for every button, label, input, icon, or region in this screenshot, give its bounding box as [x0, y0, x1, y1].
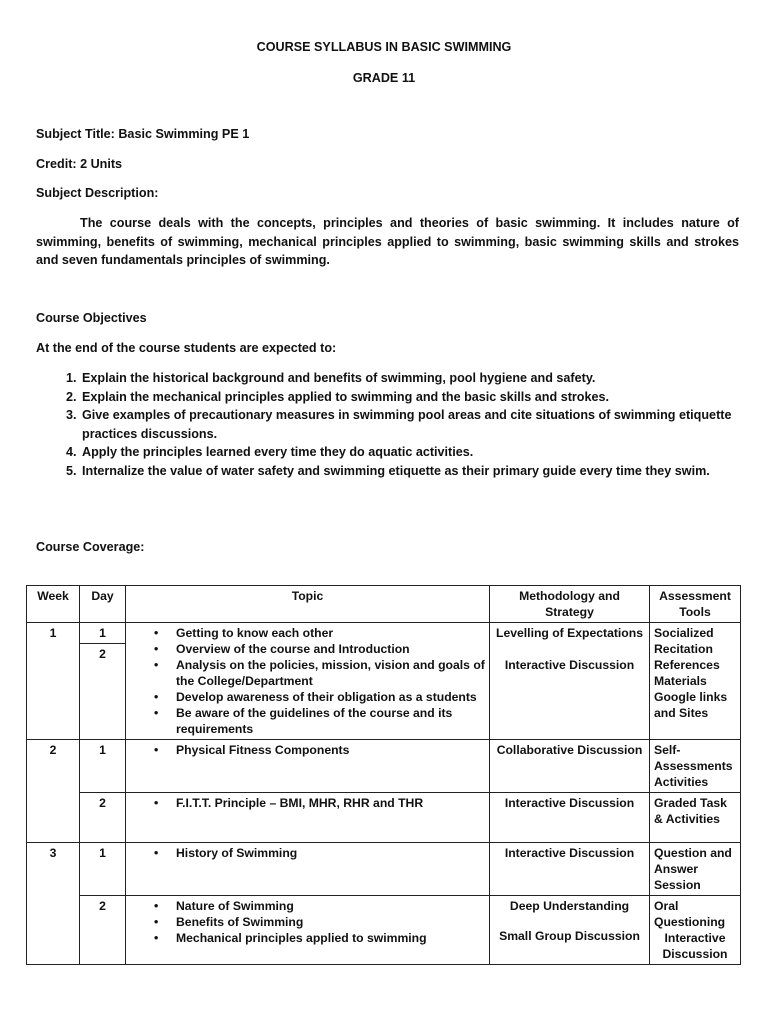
week-cell: 1	[27, 623, 80, 740]
header-methodology: Methodology and Strategy	[490, 586, 650, 623]
table-row	[27, 896, 741, 965]
topic-item: • History of Swimming	[154, 846, 298, 860]
bullet-icon: •	[154, 690, 159, 704]
topic-cell	[126, 843, 490, 896]
table-header-row	[27, 586, 741, 623]
week-cell: 3	[27, 843, 80, 965]
bullet-icon: •	[154, 706, 159, 720]
topic-cell	[126, 740, 490, 793]
header-topic: Topic	[126, 586, 490, 623]
methodology-cell: Interactive Discussion	[490, 793, 650, 843]
topic-item: • Nature of Swimming	[154, 899, 294, 913]
header-assessment: Assessment Tools	[650, 586, 741, 623]
day-cell: 2	[80, 793, 126, 843]
topic-cell	[126, 623, 490, 740]
bullet-icon: •	[154, 796, 159, 810]
objective-item: 2. Explain the mechanical principles applied to swimming and the basic skills and strokes.	[80, 388, 760, 407]
topic-item: • F.I.T.T. Principle – BMI, MHR, RHR and THR	[154, 796, 424, 810]
topic-cell	[126, 896, 490, 965]
objectives-heading: Course Objectives	[36, 311, 147, 325]
bullet-icon: •	[154, 642, 159, 656]
course-coverage-table	[26, 585, 741, 965]
header-week: Week	[27, 586, 80, 623]
table-row	[27, 843, 741, 896]
objective-item: 5. Internalize the value of water safety and swimming etiquette as their primary guide every time they swim.	[80, 462, 760, 481]
assessment-cell: Graded Task & Activities	[650, 793, 741, 843]
bullet-icon: •	[154, 915, 159, 929]
assessment-cell: Self-Assessments Activities	[650, 740, 741, 793]
methodology-cell: Levelling of Expectations Interactive Discussion	[490, 623, 650, 740]
header-day: Day	[80, 586, 126, 623]
day-cell: 1	[80, 623, 126, 644]
assessment-cell: Oral Questioning Interactive Discussion	[650, 896, 741, 965]
methodology-cell: Collaborative Discussion	[490, 740, 650, 793]
topic-item: • Overview of the course and Introduction	[154, 642, 410, 656]
day-cell: 2	[80, 896, 126, 965]
objective-item: 1. Explain the historical background and benefits of swimming, pool hygiene and safety.	[80, 369, 760, 388]
topic-cell	[126, 793, 490, 843]
topic-item: • Benefits of Swimming	[154, 915, 304, 929]
grade-heading: GRADE 11	[352, 71, 416, 85]
bullet-icon: •	[154, 899, 159, 913]
subject-description-heading: Subject Description:	[36, 186, 159, 200]
document-title: COURSE SYLLABUS IN BASIC SWIMMING	[256, 40, 512, 54]
bullet-icon: •	[154, 626, 159, 640]
topic-item: • Be aware of the guidelines of the course and its requirements	[154, 706, 453, 736]
objective-item: 4. Apply the principles learned every time they do aquatic activities.	[80, 443, 760, 462]
topic-item: • Analysis on the policies, mission, vision and goals of the College/Department	[154, 658, 485, 688]
subject-description: The course deals with the concepts, principles and theories of basic swimming. It includes nature of swimming, benefits of swimming, mechanical principles applied to swimming, basic swimming skills and strokes and seven fundamentals principles of swimming.	[36, 216, 739, 267]
bullet-icon: •	[154, 658, 159, 672]
credit: Credit: 2 Units	[36, 157, 123, 171]
table-row	[27, 740, 741, 793]
day-cell: 2	[80, 644, 126, 740]
methodology-cell: Interactive Discussion	[490, 843, 650, 896]
assessment-cell: Socialized Recitation References Materials Google links and Sites	[650, 623, 741, 740]
topic-item: • Develop awareness of their obligation as a students	[154, 690, 477, 704]
objectives-list	[36, 369, 760, 480]
day-cell: 1	[80, 740, 126, 793]
bullet-icon: •	[154, 931, 159, 945]
subject-title: Subject Title: Basic Swimming PE 1	[36, 127, 250, 141]
assessment-cell: Question and Answer Session	[650, 843, 741, 896]
bullet-icon: •	[154, 743, 159, 757]
methodology-cell: Deep Understanding Small Group Discussion	[490, 896, 650, 965]
table-row	[27, 623, 741, 644]
day-cell: 1	[80, 843, 126, 896]
objectives-intro: At the end of the course students are expected to:	[36, 341, 337, 355]
objective-item: 3. Give examples of precautionary measures in swimming pool areas and cite situations of swimming etiquette practices discussions.	[80, 406, 760, 443]
topic-item: • Physical Fitness Components	[154, 743, 350, 757]
coverage-heading: Course Coverage:	[36, 540, 145, 554]
topic-item: • Getting to know each other	[154, 626, 334, 640]
week-cell: 2	[27, 740, 80, 843]
table-row	[27, 793, 741, 843]
topic-item: • Mechanical principles applied to swimming	[154, 931, 427, 945]
bullet-icon: •	[154, 846, 159, 860]
